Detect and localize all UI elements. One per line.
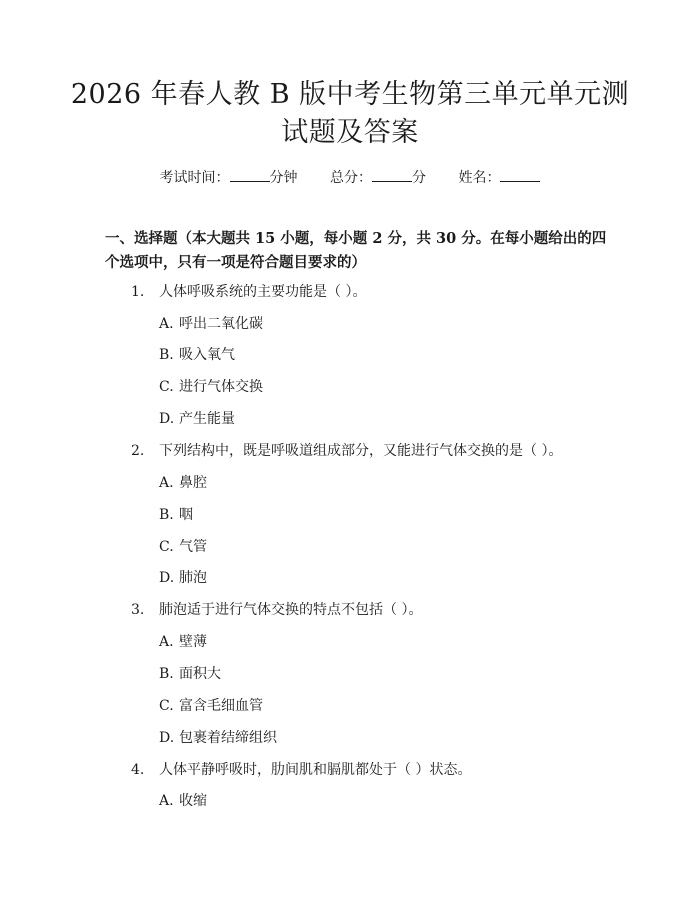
total-score-blank <box>372 167 412 182</box>
question-3 <box>131 600 422 620</box>
exam-meta <box>0 167 700 188</box>
total-score-label: 总分： <box>330 170 372 186</box>
question-number: 3. <box>131 602 145 618</box>
option-text: 富含毛细血管 <box>179 698 263 714</box>
option-letter: B. <box>159 507 174 523</box>
question-2-option-c <box>159 537 207 557</box>
option-text: 肺泡 <box>179 570 207 586</box>
total-score-field <box>330 170 426 186</box>
option-letter: B. <box>159 666 174 682</box>
question-4 <box>131 760 471 780</box>
option-letter: D. <box>159 570 175 586</box>
option-text: 吸入氧气 <box>179 347 235 363</box>
question-number: 1. <box>131 284 145 300</box>
name-field <box>458 170 540 186</box>
question-2 <box>131 441 562 461</box>
question-text: 下列结构中，既是呼吸道组成部分，又能进行气体交换的是（ ）。 <box>159 443 563 459</box>
option-letter: A. <box>159 793 174 809</box>
question-2-option-b <box>159 505 193 525</box>
option-text: 包裹着结缔组织 <box>179 730 277 746</box>
question-text: 人体呼吸系统的主要功能是（ ）。 <box>159 284 367 300</box>
title-line-1: 2026 年春人教 B 版中考生物第三单元单元测 <box>70 79 630 110</box>
question-2-option-a <box>159 473 207 493</box>
total-score-unit: 分 <box>412 170 426 186</box>
option-text: 咽 <box>179 507 193 523</box>
option-letter: A. <box>159 475 174 491</box>
option-letter: A. <box>159 316 174 332</box>
exam-time-unit: 分钟 <box>269 170 298 186</box>
question-1-option-a <box>159 314 263 334</box>
question-4-option-a <box>159 791 207 811</box>
option-letter: C. <box>159 698 174 714</box>
name-label: 姓名： <box>458 170 501 186</box>
question-1 <box>131 282 366 302</box>
question-1-option-d <box>159 409 235 429</box>
title-line-2: 试题及答案 <box>281 117 419 148</box>
option-letter: D. <box>159 730 175 746</box>
question-text: 人体平静呼吸时，肋间肌和膈肌都处于（ ）状态。 <box>159 762 472 778</box>
option-text: 收缩 <box>179 793 207 809</box>
exam-time-field <box>160 170 298 186</box>
page-title <box>60 76 640 152</box>
option-letter: B. <box>159 347 174 363</box>
option-letter: D. <box>159 411 175 427</box>
option-text: 鼻腔 <box>179 475 207 491</box>
exam-time-blank <box>230 167 270 182</box>
question-number: 2. <box>131 443 145 459</box>
question-3-option-d <box>159 728 277 748</box>
section-heading: 一、选择题（本大题共 15 小题，每小题 2 分，共 30 分。在每小题给出的四个选项中，只有一项是符合题目要求的） <box>105 230 607 271</box>
question-3-option-b <box>159 664 221 684</box>
question-3-option-a <box>159 632 207 652</box>
exam-time-label: 考试时间： <box>159 170 230 186</box>
option-letter: C. <box>159 379 174 395</box>
option-text: 面积大 <box>179 666 221 682</box>
question-1-option-b <box>159 345 235 365</box>
option-text: 产生能量 <box>179 411 235 427</box>
option-text: 呼出二氧化碳 <box>179 316 263 332</box>
question-number: 4. <box>131 762 145 778</box>
question-3-option-c <box>159 696 263 716</box>
option-letter: A. <box>159 634 174 650</box>
option-letter: C. <box>159 539 174 555</box>
question-text: 肺泡适于进行气体交换的特点不包括（ ）。 <box>159 602 423 618</box>
option-text: 壁薄 <box>179 634 207 650</box>
question-1-option-c <box>159 377 263 397</box>
option-text: 进行气体交换 <box>179 379 263 395</box>
option-text: 气管 <box>179 539 207 555</box>
name-blank <box>500 167 540 182</box>
question-2-option-d <box>159 568 207 588</box>
